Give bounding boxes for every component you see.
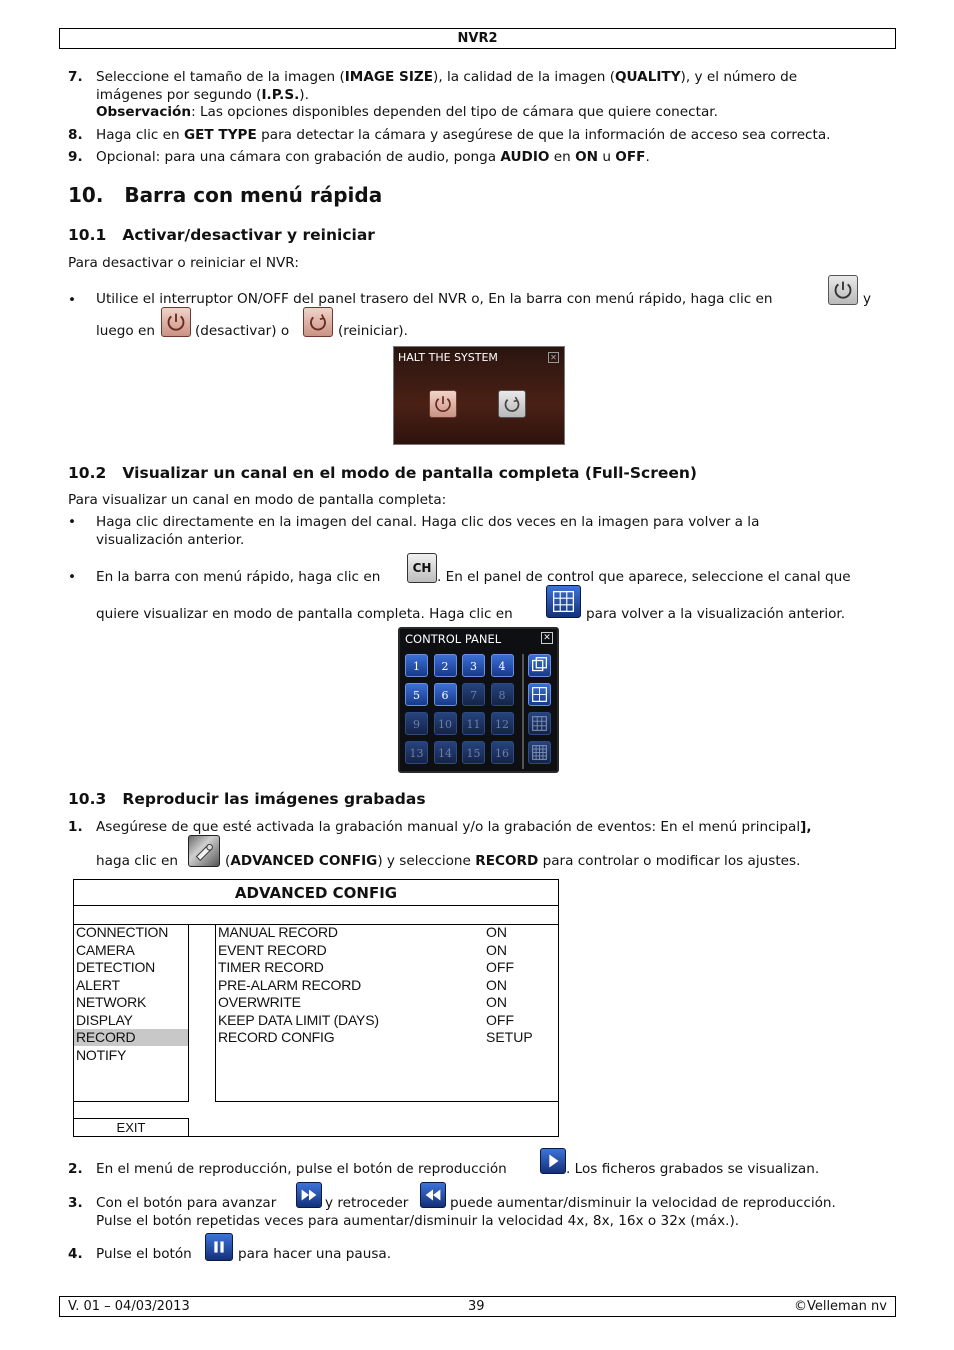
menu-item-camera[interactable]: CAMERA xyxy=(76,941,135,958)
step-8-text: Haga clic en GET TYPE para detectar la cámara y asegúrese de que la información de acceso sea correcta. xyxy=(96,127,831,143)
menu-item-detection[interactable]: DETECTION xyxy=(76,959,156,975)
sixteen-view-icon[interactable] xyxy=(528,741,551,764)
section-10-1-intro: Para desactivar o reiniciar el NVR: xyxy=(68,255,299,271)
halt-shutdown-button[interactable] xyxy=(429,390,457,418)
halt-restart-button[interactable] xyxy=(498,390,526,418)
channel-button-13[interactable]: 13 xyxy=(405,741,428,764)
section-10-2-bullet-2-line-2b: para volver a la visualización anterior. xyxy=(586,606,846,622)
bullet: • xyxy=(68,569,77,585)
setting-value[interactable]: ON xyxy=(486,976,507,993)
setting-value[interactable]: ON xyxy=(486,941,507,958)
halt-dialog-title: HALT THE SYSTEM xyxy=(398,351,498,364)
setting-label: OVERWRITE xyxy=(218,994,301,1010)
section-10-2-intro: Para visualizar un canal en modo de pantalla completa: xyxy=(68,492,447,508)
exit-button[interactable]: EXIT xyxy=(74,1118,189,1137)
channel-button-2[interactable]: 2 xyxy=(434,654,457,677)
page-number: 39 xyxy=(468,1299,485,1314)
menu-item-notify[interactable]: NOTIFY xyxy=(76,1046,127,1063)
restart-icon[interactable] xyxy=(303,307,333,337)
step-2-text-a: En el menú de reproducción, pulse el botón de reproducción xyxy=(96,1161,507,1177)
section-10-2-bullet-1-line-1: Haga clic directamente en la imagen del canal. Haga clic dos veces en la imagen para volver a la xyxy=(96,514,760,530)
section-10-title: 10. Barra con menú rápida xyxy=(68,183,383,207)
step-7-line-2: imágenes por segundo (I.P.S.). xyxy=(96,87,309,103)
setting-label: KEEP DATA LIMIT (DAYS) xyxy=(218,1011,379,1028)
separator xyxy=(522,654,524,769)
advanced-config-title: ADVANCED CONFIG xyxy=(74,880,558,906)
step-4-text-a: Pulse el botón xyxy=(96,1246,192,1262)
step-1-line-2b: (ADVANCED CONFIG) y seleccione RECORD para controlar o modificar los ajustes. xyxy=(225,853,801,869)
step-3-text-c: puede aumentar/disminuir la velocidad de reproducción. xyxy=(450,1195,836,1211)
menu-item-display[interactable]: DISPLAY xyxy=(76,1011,133,1028)
section-10-2-title: 10.2 Visualizar un canal en el modo de pantalla completa (Full-Screen) xyxy=(68,464,698,482)
bullet: • xyxy=(68,292,77,308)
channel-button-12[interactable]: 12 xyxy=(491,712,514,735)
menu-item-connection[interactable]: CONNECTION xyxy=(76,924,169,940)
setting-label: TIMER RECORD xyxy=(218,959,324,975)
shutdown-icon[interactable] xyxy=(161,307,191,337)
bullet: • xyxy=(68,514,77,530)
single-view-icon[interactable] xyxy=(528,654,551,677)
step-1-line-2a: haga clic en xyxy=(96,853,179,869)
channel-button-11[interactable]: 11 xyxy=(462,712,485,735)
setting-value[interactable]: ON xyxy=(486,994,507,1010)
setting-value[interactable]: SETUP xyxy=(486,1029,533,1045)
close-icon[interactable]: ✕ xyxy=(548,352,559,363)
power-icon[interactable] xyxy=(828,275,858,305)
channel-button-10[interactable]: 10 xyxy=(434,712,457,735)
section-10-2-bullet-2-line-1a: En la barra con menú rápido, haga clic en xyxy=(96,569,381,585)
step-8-number: 8. xyxy=(68,127,83,143)
grid-view-icon[interactable] xyxy=(546,585,581,618)
section-10-1-title: 10.1 Activar/desactivar y reiniciar xyxy=(68,226,375,244)
section-10-2-bullet-2-line-2a: quiere visualizar en modo de pantalla completa. Haga clic en xyxy=(96,606,513,622)
page-header xyxy=(59,28,896,49)
advanced-config-record-settings xyxy=(215,925,559,1102)
step-9-number: 9. xyxy=(68,149,83,165)
channel-button-5[interactable]: 5 xyxy=(405,683,428,706)
step-4-number: 4. xyxy=(68,1246,83,1262)
advanced-config-icon[interactable] xyxy=(188,835,220,867)
section-10-1-line-2a: luego en xyxy=(96,323,156,339)
footer-copyright: ©Velleman nv xyxy=(793,1299,887,1314)
advanced-config-menu xyxy=(74,925,189,1102)
quad-view-icon[interactable] xyxy=(528,683,551,706)
setting-label: RECORD CONFIG xyxy=(218,1029,335,1045)
section-10-1-line-1-end: y xyxy=(863,291,872,307)
rewind-icon[interactable] xyxy=(420,1182,446,1208)
channel-button-14[interactable]: 14 xyxy=(434,741,457,764)
close-icon[interactable]: ✕ xyxy=(541,632,553,644)
channel-button-8[interactable]: 8 xyxy=(491,683,514,706)
advanced-config-subheader xyxy=(74,906,558,925)
channel-button-16[interactable]: 16 xyxy=(491,741,514,764)
step-3-text-b: y retroceder xyxy=(325,1195,409,1211)
setting-value[interactable]: ON xyxy=(486,924,507,940)
section-10-3-title: 10.3 Reproducir las imágenes grabadas xyxy=(68,790,426,808)
setting-value[interactable]: OFF xyxy=(486,1011,514,1028)
setting-label: EVENT RECORD xyxy=(218,941,327,958)
section-10-1-line-2b: (desactivar) o xyxy=(195,323,290,339)
setting-label: MANUAL RECORD xyxy=(218,924,338,940)
step-4-text-b: para hacer una pausa. xyxy=(238,1246,392,1262)
pause-icon[interactable] xyxy=(205,1233,233,1261)
step-2-text-b: . Los ficheros grabados se visualizan. xyxy=(566,1161,820,1177)
step-1-number: 1. xyxy=(68,819,83,835)
menu-item-alert[interactable]: ALERT xyxy=(76,976,120,993)
play-icon[interactable] xyxy=(540,1148,566,1174)
page-footer xyxy=(59,1296,896,1317)
step-7-line-1: Seleccione el tamaño de la imagen (IMAGE SIZE), la calidad de la imagen (QUALITY), y el número de xyxy=(96,69,798,85)
section-10-2-bullet-1-line-2: visualización anterior. xyxy=(96,532,245,548)
channel-button-4[interactable]: 4 xyxy=(491,654,514,677)
section-10-1-line-1: Utilice el interruptor ON/OFF del panel trasero del NVR o, En la barra con menú rápido, haga clic en xyxy=(96,291,773,307)
channel-icon[interactable]: CH xyxy=(407,553,437,583)
channel-button-15[interactable]: 15 xyxy=(462,741,485,764)
channel-button-9[interactable]: 9 xyxy=(405,712,428,735)
step-9-text: Opcional: para una cámara con grabación de audio, ponga AUDIO en ON u OFF. xyxy=(96,149,650,165)
step-2-number: 2. xyxy=(68,1161,83,1177)
footer-version: V. 01 – 04/03/2013 xyxy=(68,1299,190,1314)
step-3-number: 3. xyxy=(68,1195,83,1211)
header-title: NVR2 xyxy=(457,31,498,46)
channel-button-3[interactable]: 3 xyxy=(462,654,485,677)
step-7-number: 7. xyxy=(68,69,83,85)
nine-view-icon[interactable] xyxy=(528,712,551,735)
halt-system-dialog xyxy=(393,346,565,445)
advanced-config-screen xyxy=(73,879,559,1137)
channel-button-7[interactable]: 7 xyxy=(462,683,485,706)
channel-button-1[interactable]: 1 xyxy=(405,654,428,677)
section-10-2-bullet-2-line-1b: . En el panel de control que aparece, seleccione el canal que xyxy=(437,569,851,585)
setting-label: PRE-ALARM RECORD xyxy=(218,976,362,993)
setting-value[interactable]: OFF xyxy=(486,959,514,975)
channel-button-6[interactable]: 6 xyxy=(434,683,457,706)
step-3-text-a: Con el botón para avanzar xyxy=(96,1195,277,1211)
step-3-line-2: Pulse el botón repetidas veces para aumentar/disminuir la velocidad 4x, 8x, 16x o 32x (máx.). xyxy=(96,1213,740,1229)
fast-forward-icon[interactable] xyxy=(296,1182,322,1208)
menu-item-record[interactable]: RECORD xyxy=(74,1029,188,1046)
menu-item-network[interactable]: NETWORK xyxy=(76,994,147,1010)
control-panel xyxy=(398,627,559,773)
section-10-1-line-2c: (reiniciar). xyxy=(338,323,408,339)
step-7-note: Observación: Las opciones disponibles dependen del tipo de cámara que quiere conectar. xyxy=(96,104,718,120)
control-panel-title: CONTROL PANEL xyxy=(405,632,502,646)
step-1-line-1: Asegúrese de que esté activada la grabación manual y/o la grabación de eventos: En el menú principal], xyxy=(96,819,812,835)
